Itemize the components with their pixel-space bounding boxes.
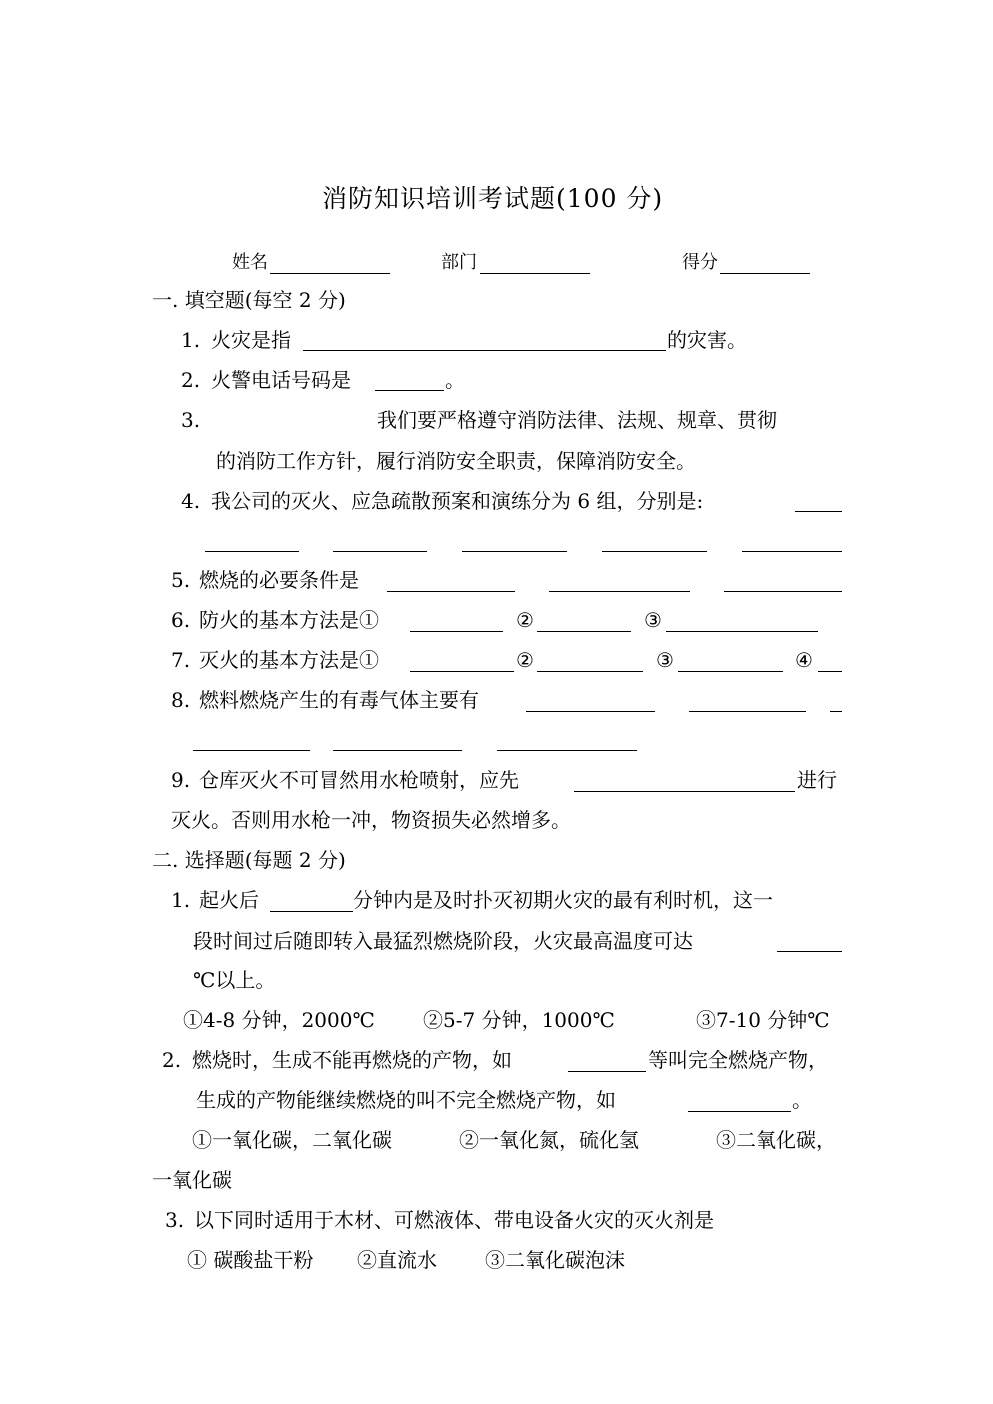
option-marker: ④ bbox=[795, 648, 813, 672]
answer-blank[interactable] bbox=[497, 749, 637, 751]
score-label: 得分 bbox=[682, 252, 718, 273]
question-number: 4. bbox=[181, 489, 201, 513]
question-text: 生成的产物能继续燃烧的叫不完全燃烧产物，如 bbox=[196, 1088, 616, 1112]
question-text: 。 bbox=[445, 368, 465, 392]
choice-option[interactable]: ②一氧化氮，硫化氢 bbox=[459, 1128, 639, 1152]
question-number: 3. bbox=[181, 408, 201, 432]
answer-blank[interactable] bbox=[574, 790, 795, 792]
answer-blank[interactable] bbox=[462, 550, 567, 552]
choice-option[interactable]: ① 碳酸盐干粉 bbox=[187, 1248, 314, 1272]
question-text: 。 bbox=[792, 1088, 812, 1112]
question-text: 以下同时适用于木材、可燃液体、带电设备火灾的灭火剂是 bbox=[194, 1208, 714, 1232]
question-number: 5. bbox=[171, 568, 191, 592]
question-number: 8. bbox=[171, 688, 191, 712]
answer-blank[interactable] bbox=[724, 590, 842, 592]
answer-blank[interactable] bbox=[537, 670, 643, 672]
answer-blank[interactable] bbox=[375, 389, 444, 391]
question-number: 7. bbox=[171, 648, 191, 672]
question-text: 的灾害。 bbox=[667, 328, 747, 352]
question-text: 燃料燃烧产生的有毒气体主要有 bbox=[199, 688, 479, 712]
answer-blank[interactable] bbox=[193, 749, 310, 751]
answer-blank[interactable] bbox=[602, 550, 707, 552]
question-text: 仓库灭火不可冒然用水枪喷射，应先 bbox=[199, 768, 519, 792]
choice-option[interactable]: ③二氧化碳， bbox=[716, 1128, 836, 1152]
option-marker: ③ bbox=[644, 608, 662, 632]
question-text: 进行 bbox=[797, 768, 837, 792]
answer-blank[interactable] bbox=[410, 670, 514, 672]
answer-blank[interactable] bbox=[410, 630, 503, 632]
choice-option[interactable]: ①4-8 分钟，2000℃ bbox=[183, 1008, 375, 1032]
question-text: 燃烧的必要条件是 bbox=[199, 568, 359, 592]
question-number: 1. bbox=[171, 888, 191, 912]
question-text: 燃烧时，生成不能再燃烧的产物，如 bbox=[192, 1048, 512, 1072]
question-text: 灭火。否则用水枪一冲，物资损失必然增多。 bbox=[171, 808, 571, 832]
answer-blank[interactable] bbox=[333, 550, 427, 552]
question-text: 分钟内是及时扑灭初期火灾的最有利时机，这一 bbox=[353, 888, 773, 912]
score-field[interactable] bbox=[720, 272, 810, 274]
question-number: 3. bbox=[165, 1208, 185, 1232]
answer-blank[interactable] bbox=[549, 590, 690, 592]
option-marker: ③ bbox=[656, 648, 674, 672]
question-text: 起火后 bbox=[199, 888, 259, 912]
answer-blank[interactable] bbox=[387, 590, 515, 592]
answer-blank[interactable] bbox=[688, 1110, 791, 1112]
question-text: 我公司的灭火、应急疏散预案和演练分为 6 组，分别是: bbox=[211, 489, 704, 513]
option-marker: ② bbox=[516, 648, 534, 672]
question-number: 1. bbox=[181, 328, 201, 352]
question-number: 2. bbox=[181, 368, 201, 392]
question-text: 的消防工作方针，履行消防安全职责，保障消防安全。 bbox=[216, 449, 696, 473]
answer-blank[interactable] bbox=[333, 749, 462, 751]
answer-blank[interactable] bbox=[303, 349, 666, 351]
answer-blank[interactable] bbox=[666, 630, 818, 632]
question-text: 我们要严格遵守消防法律、法规、规章、贯彻 bbox=[377, 408, 777, 432]
choice-option[interactable]: ②直流水 bbox=[357, 1248, 437, 1272]
answer-blank[interactable] bbox=[537, 630, 631, 632]
question-text: 灭火的基本方法是① bbox=[199, 648, 379, 672]
answer-blank[interactable] bbox=[270, 910, 353, 912]
answer-blank[interactable] bbox=[742, 550, 842, 552]
question-number: 6. bbox=[171, 608, 191, 632]
question-text: 火灾是指 bbox=[211, 328, 291, 352]
choice-option[interactable]: ③7-10 分钟℃ bbox=[696, 1008, 830, 1032]
question-text: 等叫完全燃烧产物， bbox=[648, 1048, 828, 1072]
answer-blank[interactable] bbox=[568, 1070, 646, 1072]
name-label: 姓名 bbox=[232, 252, 268, 273]
section-heading-multiple-choice: 二. 选择题(每题 2 分) bbox=[152, 848, 346, 872]
answer-blank[interactable] bbox=[777, 950, 842, 952]
choice-option-continued: 一氧化碳 bbox=[152, 1168, 232, 1192]
choice-option[interactable]: ③二氧化碳泡沫 bbox=[485, 1248, 625, 1272]
option-marker: ② bbox=[516, 608, 534, 632]
page-title: 消防知识培训考试题(100 分) bbox=[322, 184, 664, 213]
question-text: ℃以上。 bbox=[193, 968, 276, 992]
answer-blank[interactable] bbox=[689, 710, 806, 712]
question-text: 火警电话号码是 bbox=[211, 368, 351, 392]
answer-blank[interactable] bbox=[526, 710, 655, 712]
answer-blank[interactable] bbox=[795, 510, 842, 512]
answer-blank[interactable] bbox=[678, 670, 783, 672]
answer-blank[interactable] bbox=[205, 550, 299, 552]
name-field[interactable] bbox=[270, 272, 390, 274]
choice-option[interactable]: ②5-7 分钟，1000℃ bbox=[423, 1008, 615, 1032]
answer-blank[interactable] bbox=[830, 710, 842, 712]
question-number: 9. bbox=[171, 768, 191, 792]
answer-blank[interactable] bbox=[818, 670, 842, 672]
dept-label: 部门 bbox=[441, 252, 477, 273]
choice-option[interactable]: ①一氧化碳，二氧化碳 bbox=[192, 1128, 392, 1152]
question-text: 防火的基本方法是① bbox=[199, 608, 379, 632]
section-heading-fill-blank: 一. 填空题(每空 2 分) bbox=[152, 288, 346, 312]
question-number: 2. bbox=[162, 1048, 182, 1072]
question-text: 段时间过后随即转入最猛烈燃烧阶段，火灾最高温度可达 bbox=[193, 929, 693, 953]
dept-field[interactable] bbox=[480, 272, 590, 274]
